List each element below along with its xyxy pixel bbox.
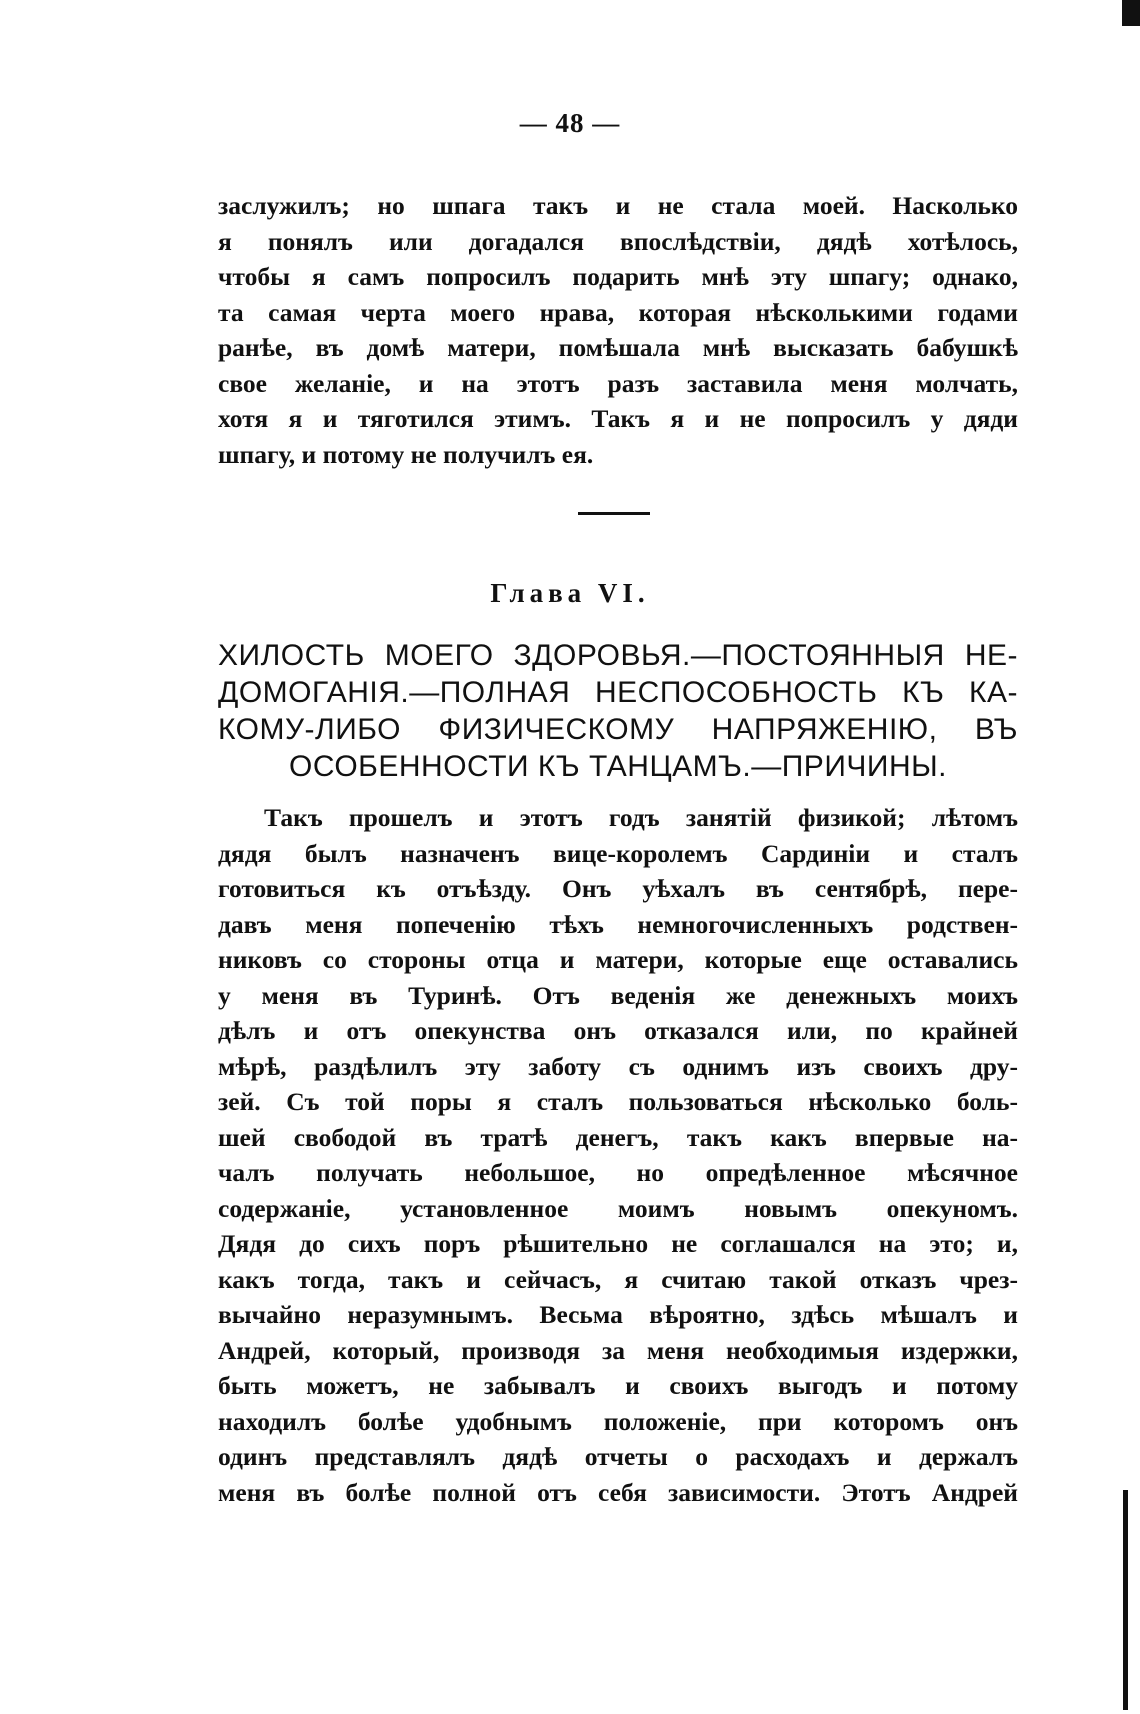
scan-edge-mark-right xyxy=(1123,1490,1128,1710)
section-divider xyxy=(578,512,650,515)
text-line: меня въ болѣе полной отъ себя зависимости. Этотъ Андрей xyxy=(218,1477,1018,1507)
text-line: зей. Съ той поры я сталъ пользоваться нѣсколько боль- xyxy=(218,1087,1018,1116)
text-line: одинъ представлялъ дядѣ отчеты о расходахъ и держалъ xyxy=(218,1442,1018,1471)
text-line: свое желаніе, и на этотъ разъ заставила меня молчать, xyxy=(218,368,1018,398)
heading-line: ОСОБЕННОСТИ КЪ ТАНЦАМЪ.—ПРИЧИНЫ. xyxy=(288,750,947,783)
text-line: дядя былъ назначенъ вице-королемъ Сардиніи и сталъ xyxy=(218,838,1018,868)
heading-line: ДОМОГАНІЯ.—ПОЛНАЯ НЕСПОСОБНОСТЬ КЪ КА- xyxy=(218,676,1018,709)
text-line: чтобы я самъ попросилъ подарить мнѣ эту шпагу; однако, xyxy=(218,262,1018,291)
page-number: — 48 — xyxy=(519,108,621,138)
text-line: Андрей, который, производя за меня необходимыя издержки, xyxy=(218,1335,1018,1365)
text-line: содержаніе, установленное моимъ новымъ опекуномъ. xyxy=(218,1193,1018,1223)
text-line: дѣлъ и отъ опекунства онъ отказался или, по крайней xyxy=(218,1016,1018,1045)
text-line: никовъ со стороны отца и матери, которые еще оставались xyxy=(218,945,1018,974)
text-line: мѣрѣ, раздѣлилъ эту заботу съ однимъ изъ своихъ дру- xyxy=(218,1051,1018,1081)
text-line: находилъ болѣе удобнымъ положеніе, при которомъ онъ xyxy=(218,1406,1018,1436)
text-line: заслужилъ; но шпага такъ и не стала моей. Насколько xyxy=(218,191,1018,220)
text-line: готовиться къ отъѣзду. Онъ уѣхалъ въ сентябрѣ, пере- xyxy=(218,874,1018,903)
text-line: шей свободой въ тратѣ денегъ, такъ какъ впервые на- xyxy=(218,1122,1018,1152)
text-line: та самая черта моего нрава, которая нѣсколькими годами xyxy=(218,297,1018,327)
text-line: у меня въ Туринѣ. Отъ веденія же денежныхъ моихъ xyxy=(218,980,1018,1010)
text-line: вычайно неразумнымъ. Весьма вѣроятно, здѣсь мѣшалъ и xyxy=(218,1300,1018,1329)
text-line: какъ тогда, такъ и сейчасъ, я считаю такой отказъ чрез- xyxy=(218,1264,1018,1294)
heading-line: КОМУ-ЛИБО ФИЗИЧЕСКОМУ НАПРЯЖЕНІЮ, ВЪ xyxy=(218,713,1018,746)
chapter-label: Глава VI. xyxy=(490,578,650,608)
heading-line: ХИЛОСТЬ МОЕГО ЗДОРОВЬЯ.—ПОСТОЯННЫЯ НЕ- xyxy=(218,639,1018,672)
text-line: я понялъ или догадался впослѣдствіи, дядѣ хотѣлось, xyxy=(218,226,1018,256)
text-line: Такъ прошелъ и этотъ годъ занятій физикой; лѣтомъ xyxy=(264,803,1018,832)
paragraph-main xyxy=(218,800,1018,1510)
scan-edge-mark-top xyxy=(1122,0,1140,26)
text-line: быть можетъ, не забывалъ и своихъ выгодъ и потому xyxy=(218,1371,1018,1400)
text-line: шпагу, и потому не получилъ ея. xyxy=(218,439,594,469)
text-line: чалъ получать небольшое, но опредѣленное мѣсячное xyxy=(218,1158,1018,1187)
paragraph-continuation xyxy=(218,188,1018,472)
chapter-heading xyxy=(218,637,1018,785)
text-line: хотя я и тяготился этимъ. Такъ я и не попросилъ у дяди xyxy=(218,404,1018,433)
text-line: Дядя до сихъ поръ рѣшительно не соглашался на это; и, xyxy=(218,1229,1018,1258)
text-line: давъ меня попеченію тѣхъ немногочисленныхъ родствен- xyxy=(218,909,1018,939)
text-line: ранѣе, въ домѣ матери, помѣшала мнѣ высказать бабушкѣ xyxy=(218,333,1018,362)
